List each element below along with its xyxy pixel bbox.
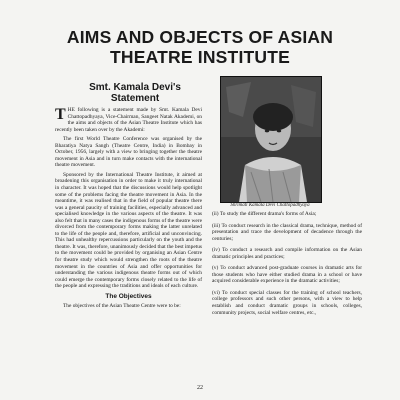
objectives-intro: The objectives of the Asian Theatre Centre were to be: <box>63 302 181 309</box>
photo-caption: Shrimati Kamala Devi Chattopadhyaya <box>230 203 310 208</box>
objective-item-5: (v) To conduct advanced post-graduate courses in dramatic arts for those students who have either studied drama in a school or have acquired considerable experience in the dramatic activities; <box>212 265 362 285</box>
portrait-photo <box>220 76 322 203</box>
right-text-column <box>212 211 362 321</box>
page-number: 22 <box>197 385 203 391</box>
byline-line-1: Smt. Kamala Devi's <box>89 82 181 93</box>
page-title-line-1: AIMS AND OBJECTS OF ASIAN <box>66 27 334 47</box>
paragraph-2: Sponsored by the International Theatre Institute, it aimed at broadening this organisation in order to make it truly international in character. It was hoped that the discussions would help spotlight some of the problems facing the theatre movement in Asia. In the meantime, it was realised that in the field of popular theatre there was a general paucity of training facilities, especially advanced and specialised knowledge in the various aspects of the theatre. It was also felt that in many cases the indigenous forms of the theatre were divorced from the contemporary forms making the latter unrelated to the life of the people and, therefore, artificial and unconvincing. This had unhealthy repercussions particularly on the youth and the theatre. It was, therefore, unanimously decided that the best impetus to the movement could be provided by organising an Asian Centre for theatre study which would strengthen the roots of the theatre movement in the countries of Asia and offer opportunities for understanding the various indigenous theatre forms out of which could emerge the contemporary forms closely related to the life of the people and expressing the traditions and ideals of each culture. <box>55 171 202 290</box>
intro-text: HE following is a statement made by Smt. Kamala Devi Chattopadhyaya, Vice-Chairman, Sangeet Natak Akademi, on the aims and objects of the Asian Theatre Institute which has recently been taken over by the Akademi: <box>55 107 202 133</box>
objective-item-6: (vi) To conduct special classes for the training of school teachers, college professors and such other persons, with a view to help establish and conduct dramatic groups in schools, colleges, community projects, social welfare centres, etc., <box>212 289 362 316</box>
drop-cap: T <box>55 106 66 123</box>
left-text-column <box>55 107 202 312</box>
objectives-heading: The Objectives <box>105 292 152 300</box>
portrait-image <box>221 77 321 202</box>
objective-item-2: (ii) To study the different drama's forms of Asia; <box>212 211 317 217</box>
paragraph-1: The first World Theatre Conference was organised by the Bharatiya Natya Sangh (Theatre Centre, India) in Bombay in October, 1956, largely with a view to bringing together the theatre movement in Asia and in turn make contacts with the international theatre movement. <box>55 136 202 169</box>
intro-paragraph <box>55 107 202 133</box>
objective-item-3: (iii) To conduct research in the classical drama, technique, method of presentation and trace the development of decadence through the centuries; <box>212 222 362 242</box>
objective-item-4: (iv) To conduct a research and compile information on the Asian dramatic principles and practices; <box>212 247 362 260</box>
byline-line-2: Statement <box>110 93 160 104</box>
page-title-line-2: THEATRE INSTITUTE <box>109 47 290 67</box>
